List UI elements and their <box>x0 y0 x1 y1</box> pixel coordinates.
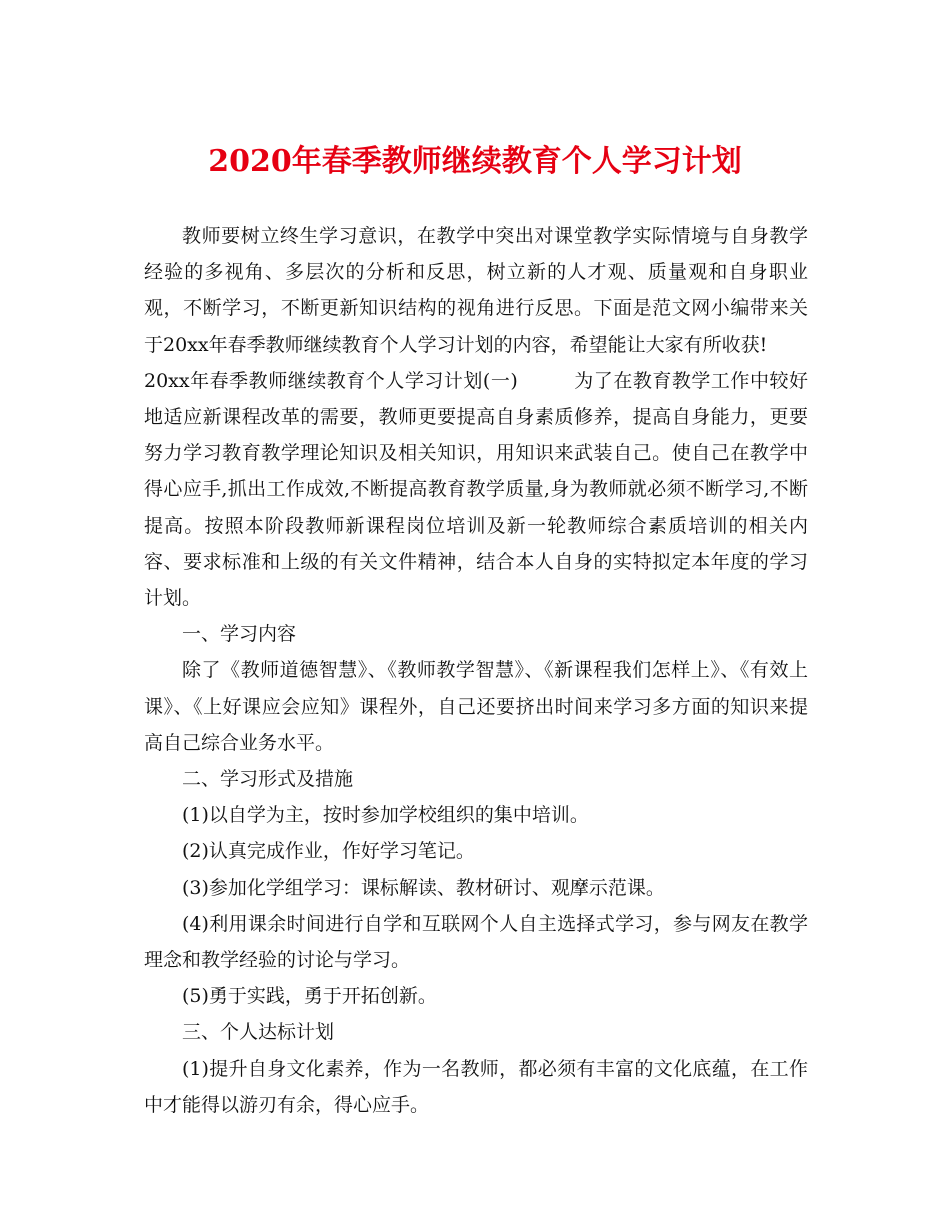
document-body <box>144 218 808 1123</box>
learning-content-paragraph: 除了《教师道德智慧》、《教师教学智慧》、《新课程我们怎样上》、《有效上课》、《上好课应会应知》课程外，自己还要挤出时间来学习多方面的知识来提高自己综合业务水平。 <box>144 659 808 754</box>
document-title: 2020年春季教师继续教育个人学习计划 <box>208 144 742 179</box>
intro-paragraph: 教师要树立终生学习意识，在教学中突出对课堂教学实际情境与自身教学经验的多视角、多层次的分析和反思，树立新的人才观、质量观和自身职业观，不断学习，不断更新知识结构的视角进行反思。下面是范文网小编带来关于20xx年春季教师继续教育个人学习计划的内容，希望能让大家有所收获! <box>144 225 808 356</box>
list-item: (5)勇于实践，勇于开拓创新。 <box>182 985 437 1008</box>
list-item: (2)认真完成作业，作好学习笔记。 <box>182 840 475 863</box>
list-item: (1)提升自身文化素养，作为一名教师，都必须有丰富的文化底蕴，在工作中才能得以游刃有余，得心应手。 <box>144 1057 808 1116</box>
list-item: (1)以自学为主，按时参加学校组织的集中培训。 <box>182 804 589 827</box>
list-item: (4)利用课余时间进行自学和互联网个人自主选择式学习，参与网友在教学理念和教学经验的讨论与学习。 <box>144 912 808 972</box>
heading-learning-methods: 二、学习形式及措施 <box>182 768 354 791</box>
heading-personal-plan: 三、个人达标计划 <box>182 1021 335 1044</box>
section-paragraph <box>144 363 808 616</box>
section-title: 20xx年春季教师继续教育个人学习计划(一) <box>144 369 518 392</box>
heading-learning-content: 一、学习内容 <box>182 623 297 646</box>
list-item: (3)参加化学组学习：课标解读、教材研讨、观摩示范课。 <box>182 876 665 899</box>
section-text: 为了在教育教学工作中较好地适应新课程改革的需要，教师更要提高自身素质修养，提高自身能力，更要努力学习教育教学理论知识及相关知识，用知识来武装自己。使自己在教学中得心应手,抓出工作成效,不断提高教育教学质量,身为教师就必须不断学习,不断提高。按照本阶段教师新课程岗位培训及新一轮教师综合素质培训的相关内容、要求标准和上级的有关文件精神，结合本人自身的实特拟定本年度的学习计划。 <box>144 369 808 610</box>
